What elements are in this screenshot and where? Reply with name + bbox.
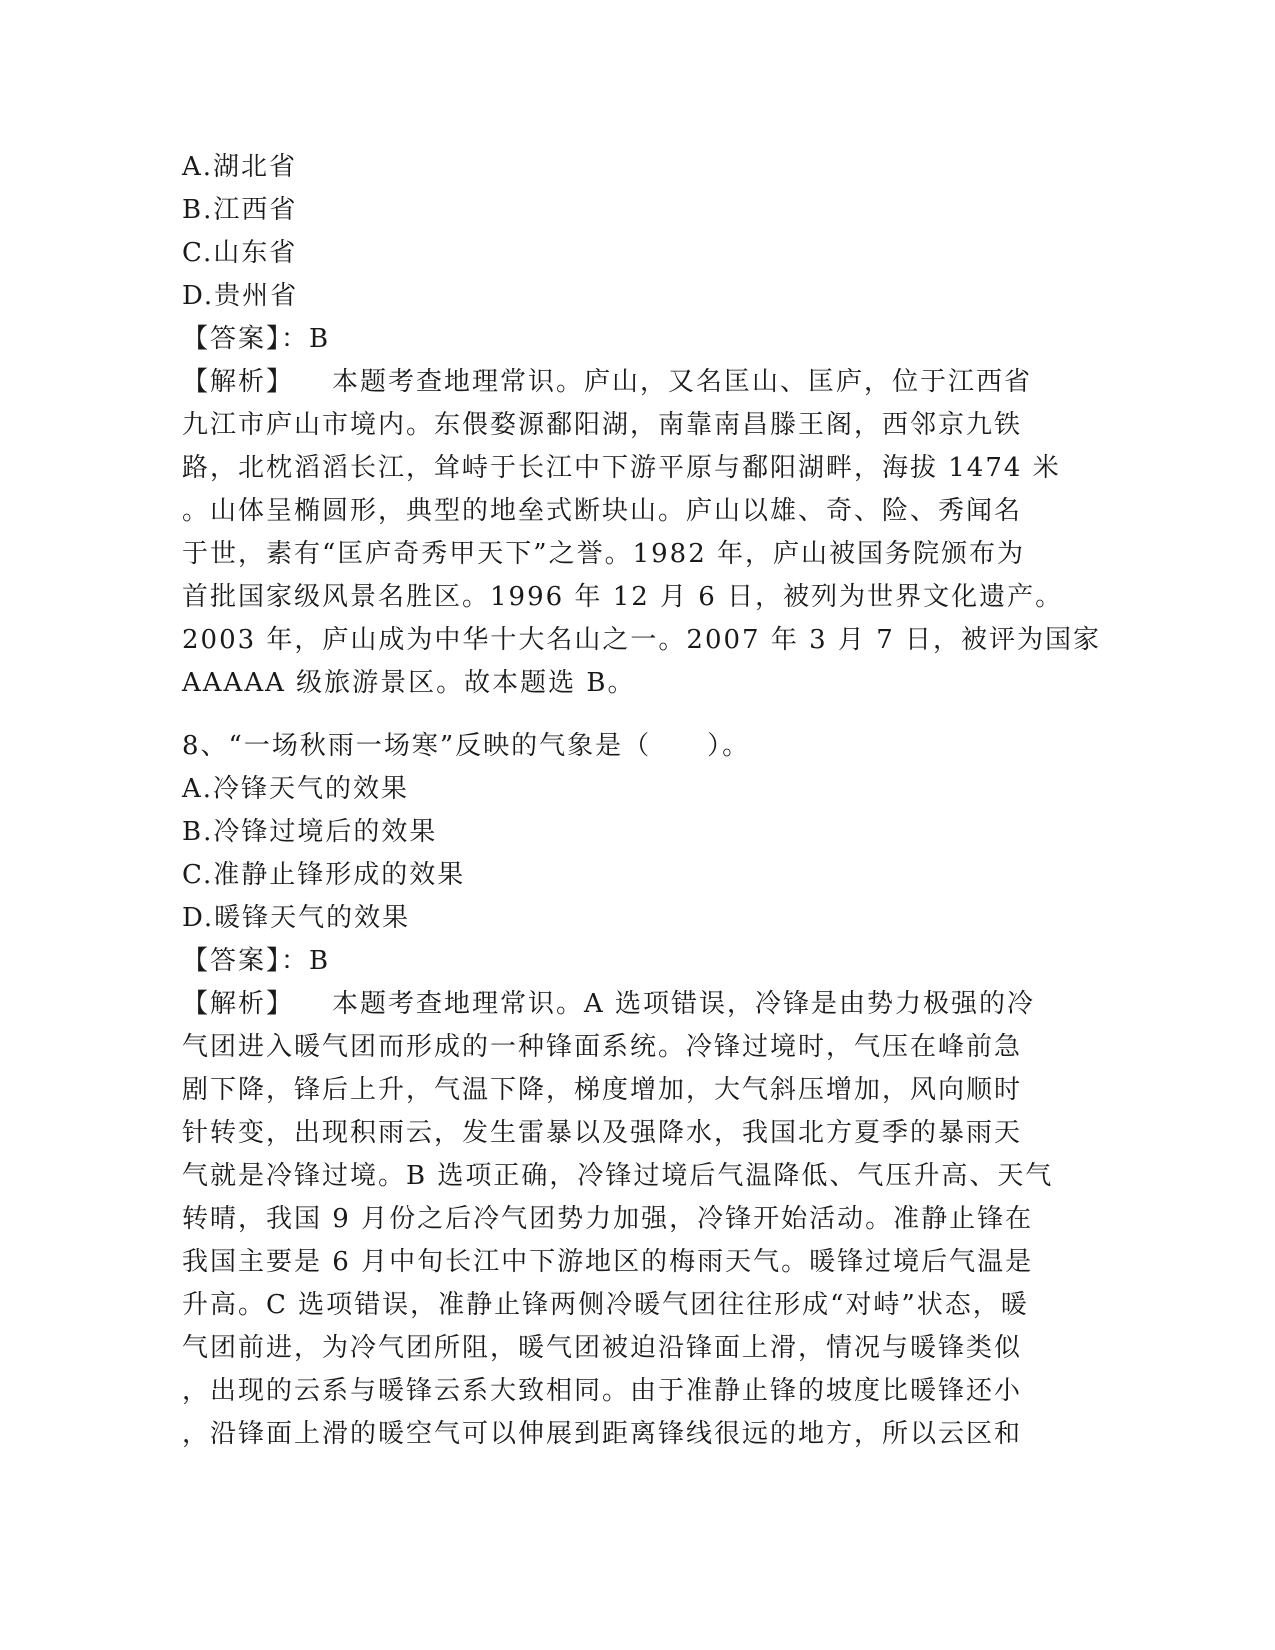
option-a: A.湖北省 (182, 152, 298, 182)
answer-line (182, 318, 1082, 361)
option-c: C.准静止锋形成的效果 (182, 860, 466, 890)
analysis-line: 首批国家级风景名胜区。1996 年 12 月 6 日，被列为世界文化遗产。 (182, 582, 1064, 612)
analysis-line: 剧下降，锋后上升，气温下降，梯度增加，大气斜压增加，风向顺时 (182, 1075, 1023, 1105)
answer-value: B (309, 324, 331, 354)
analysis-line: 气就是冷锋过境。B 选项正确，冷锋过境后气温降低、气压升高、天气 (182, 1161, 1054, 1191)
analysis-line: 。山体呈椭圆形，典型的地垒式断块山。庐山以雄、奇、险、秀闻名 (182, 496, 1023, 526)
analysis-line: 气团进入暖气团而形成的一种锋面系统。冷锋过境时，气压在峰前急 (182, 1032, 1023, 1062)
analysis-line: 于世，素有“匡庐奇秀甲天下”之誉。1982 年，庐山被国务院颁布为 (182, 539, 1026, 569)
analysis-line: 气团前进，为冷气团所阻，暖气团被迫沿锋面上滑，情况与暖锋类似 (182, 1333, 1023, 1363)
analysis-line: ，出现的云系与暖锋云系大致相同。由于准静止锋的坡度比暖锋还小 (182, 1376, 1023, 1406)
option-d: D.贵州省 (182, 281, 299, 311)
answer-line (182, 940, 1082, 983)
option-d: D.暖锋天气的效果 (182, 903, 411, 933)
analysis-label: 【解析】 (182, 367, 295, 397)
analysis-line: 2003 年，庐山成为中华十大名山之一。2007 年 3 月 7 日，被评为国家 (182, 625, 1102, 655)
analysis-line: AAAAA 级旅游景区。故本题选 B。 (182, 668, 636, 698)
analysis-line: 我国主要是 6 月中旬长江中下游地区的梅雨天气。暖锋过境后气温是 (182, 1247, 1034, 1277)
analysis-line: 针转变，出现积雨云，发生雷暴以及强降水，我国北方夏季的暴雨天 (182, 1118, 1023, 1148)
analysis-line: 九江市庐山市境内。东偎婺源鄱阳湖，南靠南昌滕王阁，西邻京九铁 (182, 410, 1023, 440)
analysis-line (182, 361, 1082, 404)
analysis-line: 升高。C 选项错误，准静止锋两侧冷暖气团往往形成“对峙”状态，暖 (182, 1290, 1029, 1320)
option-b: B.江西省 (182, 195, 298, 225)
answer-label: 【答案】： (182, 324, 310, 354)
analysis-text: 本题考查地理常识。A 选项错误，冷锋是由势力极强的冷 (332, 989, 1036, 1019)
analysis-block (182, 983, 1082, 1456)
analysis-line: ，沿锋面上滑的暖空气可以伸展到距离锋线很远的地方，所以云区和 (182, 1419, 1023, 1449)
document-page (182, 146, 1102, 1456)
answer-label: 【答案】： (182, 946, 310, 976)
analysis-line: 路，北枕滔滔长江，耸峙于长江中下游平原与鄱阳湖畔，海拔 1474 米 (182, 453, 1061, 483)
option-b: B.冷锋过境后的效果 (182, 817, 438, 847)
option-c: C.山东省 (182, 238, 298, 268)
analysis-line: 转晴，我国 9 月份之后冷气团势力加强，冷锋开始活动。准静止锋在 (182, 1204, 1034, 1234)
analysis-text: 本题考查地理常识。庐山，又名匡山、匡庐，位于江西省 (332, 367, 1033, 397)
analysis-line (182, 983, 1082, 1026)
question-8-stem: 8、“一场秋雨一场寒”反映的气象是（ ）。 (182, 731, 751, 761)
question-8-block (182, 725, 1082, 1456)
question-7-block (182, 146, 1102, 705)
analysis-block (182, 361, 1102, 705)
analysis-label: 【解析】 (182, 989, 295, 1019)
option-a: A.冷锋天气的效果 (182, 774, 410, 804)
answer-value: B (309, 946, 331, 976)
